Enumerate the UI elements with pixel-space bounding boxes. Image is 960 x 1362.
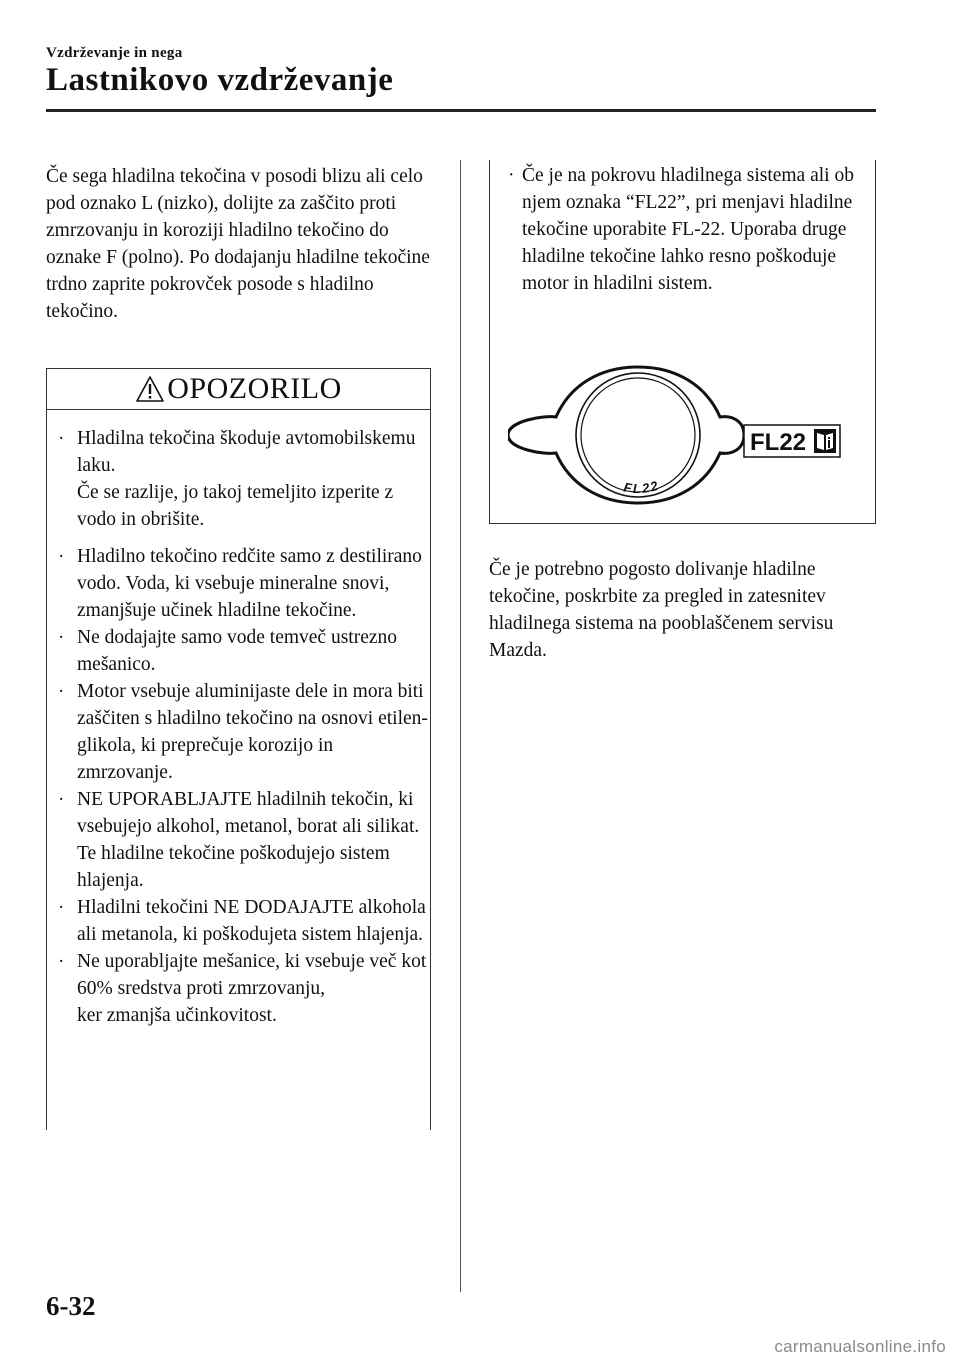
fl22-note [502,162,882,297]
fl22-note-text: Če je na pokrovu hladilnega sistema ali ob njem oznaka “FL22”, pri menjavi hladilne tekočine uporabite FL-22. Uporaba druge hladilne tekočine lahko resno poškoduje motor in hladilni sistem. [522,165,854,294]
warning-item [47,894,432,948]
warning-item [47,543,432,624]
warning-item-text: Ne uporabljajte mešanice, ki vsebuje več kot 60% sredstva proti zmrzovanju, ker zmanjša učinkovitost. [77,951,427,1026]
closing-paragraph: Če je potrebno pogosto dolivanje hladilne tekočine, poskrbite za pregled in zatesnitev hladilnega sistema na pooblaščenem servisu Mazda. [489,559,834,661]
fl22-note-box [489,160,876,524]
warning-item [47,786,432,894]
bullet: · [58,951,65,972]
warning-item [47,624,432,678]
warning-item-text: Hladilni tekočini NE DODAJAJTE alkohola ali metanola, ki poškodujeta sistem hlajenja. [77,897,426,945]
warning-item-text: Hladilna tekočina škoduje avtomobilskemu laku. Če se razlije, jo takoj temeljito izperite z vodo in obrišite. [77,428,416,530]
bullet: · [58,428,65,449]
radiator-cap-illustration [508,365,848,515]
watermark: carmanualsonline.info [774,1337,946,1356]
manual-book-icon [744,425,840,457]
warning-item [47,678,432,786]
page-title: Lastnikovo vzdrževanje [46,62,394,98]
bullet: · [58,546,65,567]
warning-item-text: Hladilno tekočino redčite samo z destilirano vodo. Voda, ki vsebuje mineralne snovi, zmanjšuje učinek hladilne tekočine. [77,546,422,621]
warning-item-text: NE UPORABLJAJTE hladilnih tekočin, ki vsebujejo alkohol, metanol, borat ali silikat. Te hladilne tekočine poškodujejo sistem hlajenja. [77,789,420,891]
warning-header [47,369,430,410]
warning-list [47,425,432,1029]
bullet: · [58,789,65,810]
title-rule [46,109,876,112]
warning-item-text: Motor vsebuje aluminijaste dele in mora biti zaščiten s hladilno tekočino na osnovi etilen-glikola, ki preprečuje korozijo in zmrzovanje. [77,681,428,783]
fl22-badge-label: FL22 [750,429,807,456]
intro-paragraph: Če sega hladilna tekočina v posodi blizu ali celo pod oznako L (nizko), dolijte za zaščito proti zmrzovanju in koroziji hladilno tekočino do oznake F (polno). Po dodajanju hladilne tekočine trdno zaprite pokrovček posode s hladilno tekočino. [46,166,430,322]
warning-item-text: Ne dodajajte samo vode temveč ustrezno mešanico. [77,627,398,675]
warning-item [47,948,432,1029]
cap-label: FL22 [622,477,662,497]
bullet: · [58,897,65,918]
bullet: · [58,681,65,702]
page-number: 6-32 [46,1291,96,1321]
warning-item [47,425,432,533]
warning-box [46,368,431,1130]
bullet: · [508,165,515,186]
column-divider [460,160,461,1292]
warning-title: OPOZORILO [167,372,342,405]
bullet: · [58,627,65,648]
warning-triangle-icon [135,375,165,403]
section-label: Vzdrževanje in nega [46,45,183,61]
